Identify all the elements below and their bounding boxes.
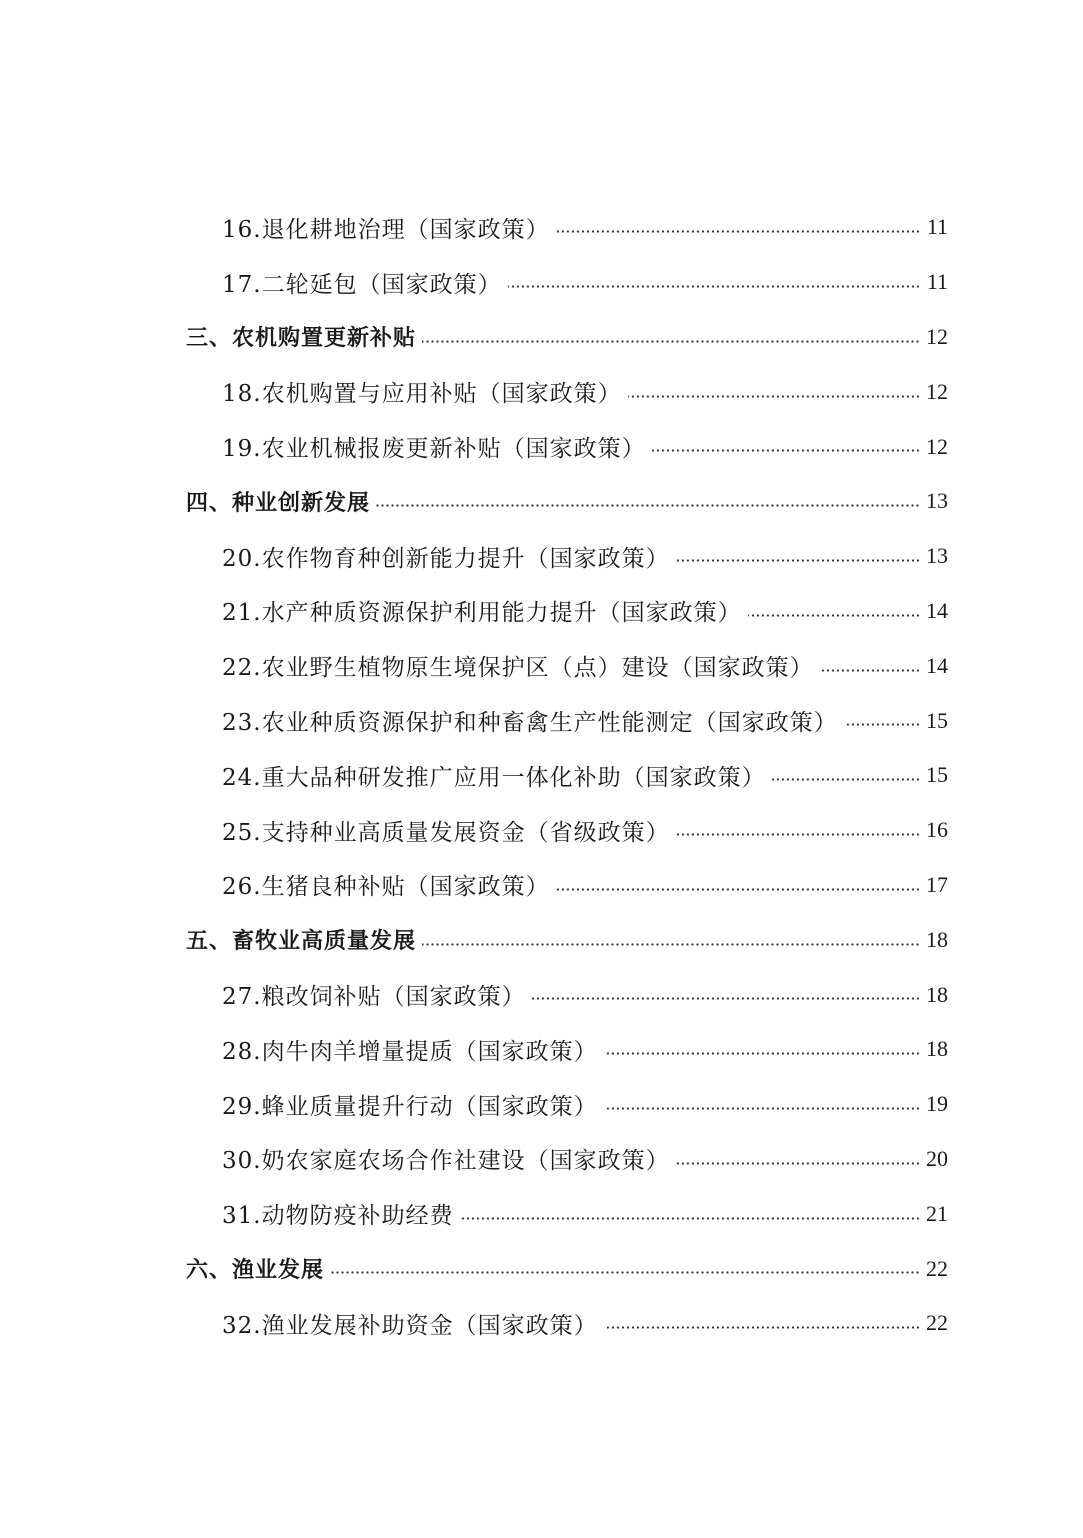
toc-page-number: 17 bbox=[926, 871, 948, 897]
toc-entry-title: 28.肉牛肉羊增量提质（国家政策） bbox=[222, 1038, 598, 1065]
toc-page-number: 14 bbox=[926, 652, 948, 678]
toc-entry[interactable] bbox=[0, 1022, 948, 1077]
toc-page-number: 13 bbox=[926, 543, 948, 569]
toc-dot-leader bbox=[422, 940, 920, 948]
toc-page-number: 19 bbox=[926, 1091, 948, 1117]
toc-page-number: 13 bbox=[926, 488, 948, 514]
toc-entry[interactable] bbox=[0, 584, 948, 639]
toc-entry-title: 19.农业机械报废更新补贴（国家政策） bbox=[222, 436, 646, 463]
toc-entry[interactable] bbox=[0, 1186, 948, 1241]
toc-page-number: 12 bbox=[926, 378, 948, 404]
toc-page-number: 16 bbox=[926, 817, 948, 843]
toc-entry[interactable] bbox=[0, 967, 948, 1022]
toc-entry-title: 29.蜂业质量提升行动（国家政策） bbox=[222, 1093, 598, 1120]
toc-dot-leader bbox=[508, 283, 920, 291]
toc-section-heading[interactable] bbox=[0, 474, 948, 529]
toc-entry-title: 27.粮改饲补贴（国家政策） bbox=[222, 984, 526, 1011]
toc-dot-leader bbox=[676, 831, 920, 839]
toc-entry-title: 16.退化耕地治理（国家政策） bbox=[222, 216, 550, 243]
toc-section-title: 五、畜牧业高质量发展 bbox=[186, 929, 417, 955]
toc-dot-leader bbox=[330, 1269, 920, 1277]
table-of-contents bbox=[0, 200, 1083, 1351]
toc-entry-title: 30.奶农家庭农场合作社建设（国家政策） bbox=[222, 1148, 670, 1175]
toc-dot-leader bbox=[676, 1159, 920, 1167]
toc-entry[interactable] bbox=[0, 200, 948, 255]
toc-page-number: 12 bbox=[926, 433, 948, 459]
toc-entry[interactable] bbox=[0, 529, 948, 584]
toc-dot-leader bbox=[422, 337, 920, 345]
toc-section-title: 六、渔业发展 bbox=[186, 1258, 325, 1284]
toc-entry[interactable] bbox=[0, 748, 948, 803]
toc-entry-title: 24.重大品种研发推广应用一体化补助（国家政策） bbox=[222, 764, 766, 791]
toc-dot-leader bbox=[820, 666, 920, 674]
toc-entry-title: 22.农业野生植物原生境保护区（点）建设（国家政策） bbox=[222, 655, 814, 682]
toc-dot-leader bbox=[604, 1105, 920, 1113]
toc-section-title: 三、农机购置更新补贴 bbox=[186, 326, 417, 352]
toc-entry[interactable] bbox=[0, 1296, 948, 1351]
toc-entry-title: 31.动物防疫补助经费 bbox=[222, 1203, 454, 1230]
toc-page-number: 22 bbox=[926, 1310, 948, 1336]
toc-dot-leader bbox=[556, 885, 920, 893]
toc-dot-leader bbox=[628, 392, 920, 400]
toc-section-title: 四、种业创新发展 bbox=[186, 490, 371, 516]
toc-entry-title: 32.渔业发展补助资金（国家政策） bbox=[222, 1312, 598, 1339]
toc-page-number: 20 bbox=[926, 1145, 948, 1171]
toc-page-number: 18 bbox=[926, 1036, 948, 1062]
toc-page-number: 15 bbox=[926, 762, 948, 788]
toc-dot-leader bbox=[676, 557, 920, 565]
toc-entry[interactable] bbox=[0, 1132, 948, 1187]
toc-page-number: 18 bbox=[926, 926, 948, 952]
toc-page-number: 12 bbox=[926, 323, 948, 349]
toc-dot-leader bbox=[844, 721, 920, 729]
toc-entry-title: 25.支持种业高质量发展资金（省级政策） bbox=[222, 819, 670, 846]
toc-page-number: 22 bbox=[926, 1255, 948, 1281]
toc-entry[interactable] bbox=[0, 858, 948, 913]
toc-section-heading[interactable] bbox=[0, 310, 948, 365]
toc-dot-leader bbox=[556, 228, 920, 236]
toc-entry-title: 18.农机购置与应用补贴（国家政策） bbox=[222, 381, 622, 408]
toc-page-number: 21 bbox=[926, 1200, 948, 1226]
toc-entry[interactable] bbox=[0, 364, 948, 419]
toc-entry-title: 17.二轮延包（国家政策） bbox=[222, 271, 502, 298]
toc-entry-title: 20.农作物育种创新能力提升（国家政策） bbox=[222, 545, 670, 572]
toc-page-number: 18 bbox=[926, 981, 948, 1007]
toc-dot-leader bbox=[748, 611, 920, 619]
toc-page-number: 11 bbox=[926, 214, 948, 240]
toc-entry-title: 21.水产种质资源保护利用能力提升（国家政策） bbox=[222, 600, 742, 627]
toc-entry[interactable] bbox=[0, 638, 948, 693]
toc-dot-leader bbox=[604, 1050, 920, 1058]
toc-entry[interactable] bbox=[0, 803, 948, 858]
toc-dot-leader bbox=[532, 995, 920, 1003]
toc-entry-title: 26.生猪良种补贴（国家政策） bbox=[222, 874, 550, 901]
toc-dot-leader bbox=[604, 1324, 920, 1332]
toc-dot-leader bbox=[652, 447, 920, 455]
toc-entry-title: 23.农业种质资源保护和种畜禽生产性能测定（国家政策） bbox=[222, 710, 838, 737]
toc-section-heading[interactable] bbox=[0, 1241, 948, 1296]
toc-page-number: 14 bbox=[926, 597, 948, 623]
toc-dot-leader bbox=[460, 1214, 920, 1222]
toc-entry[interactable] bbox=[0, 255, 948, 310]
toc-section-heading[interactable] bbox=[0, 912, 948, 967]
toc-entry[interactable] bbox=[0, 693, 948, 748]
toc-page-number: 11 bbox=[926, 269, 948, 295]
toc-page-number: 15 bbox=[926, 707, 948, 733]
toc-entry[interactable] bbox=[0, 1077, 948, 1132]
toc-dot-leader bbox=[772, 776, 920, 784]
toc-entry[interactable] bbox=[0, 419, 948, 474]
toc-dot-leader bbox=[376, 502, 920, 510]
